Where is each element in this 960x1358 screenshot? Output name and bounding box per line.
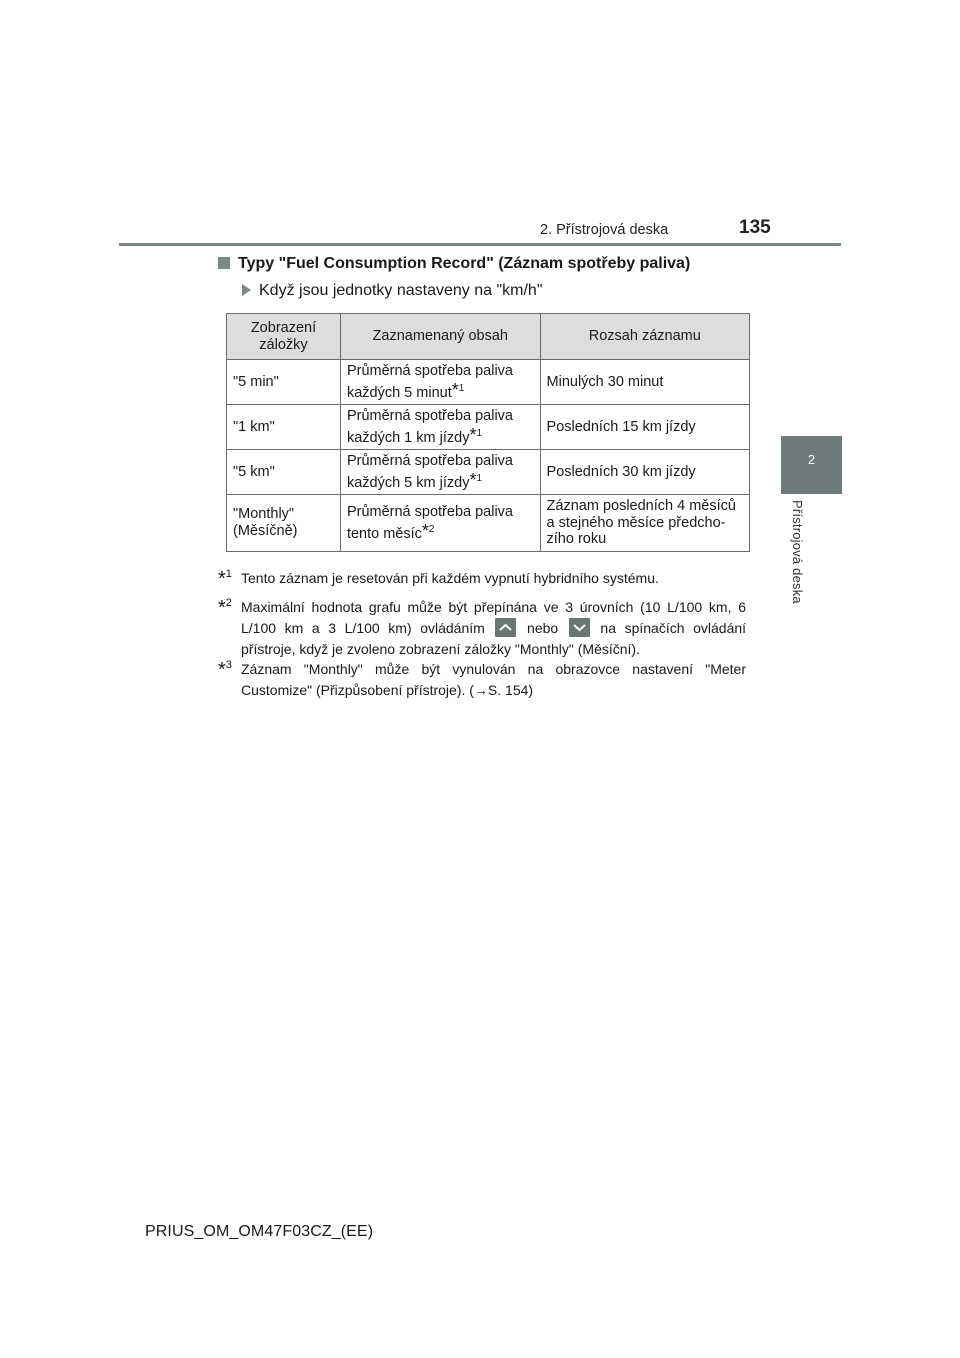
footnote-marker: *$^2$ bbox=[218, 597, 232, 619]
table-cell-tab: "1 km" bbox=[227, 405, 341, 450]
table-cell-tab: "5 km" bbox=[227, 450, 341, 495]
table-row bbox=[227, 495, 750, 552]
section-title-text: Typy "Fuel Consumption Record" (Záznam spotřeby paliva) bbox=[238, 255, 691, 272]
chapter-side-tab bbox=[781, 436, 842, 494]
section-subtitle-text: Když jsou jednotky nastaveny na "km/h" bbox=[259, 282, 543, 299]
table-row bbox=[227, 360, 750, 405]
column-header: Zobrazení záložky bbox=[227, 314, 341, 360]
table-row bbox=[227, 405, 750, 450]
footnote-marker: *$^3$ bbox=[218, 659, 232, 681]
footnote-ref: *1 bbox=[469, 424, 483, 445]
footnote-3 bbox=[218, 659, 746, 701]
page-number: 135 bbox=[739, 217, 771, 238]
table-cell-content: Průměrná spotřeba paliva tento měsíc$^{*2}$ bbox=[340, 495, 540, 552]
square-bullet-icon bbox=[218, 257, 230, 269]
header-chapter-title: 2. Přístrojová deska bbox=[540, 222, 669, 238]
column-header: Zaznamenaný obsah bbox=[340, 314, 540, 360]
fuel-record-table bbox=[226, 313, 750, 552]
table-cell-range: Minulých 30 minut bbox=[540, 360, 749, 405]
footnote-text: Záznam "Monthly" může být vynulován na obrazovce nastavení "Meter Customize" (Přizpůsobení přístroje). (→S. 154) bbox=[241, 661, 746, 698]
footnote-2: *$^2$ Maximální hodnota grafu může být přepínána ve 3 úrovních (10 L/100 km, 6 L/100 km a 3 L/100 km) ovládáním nebo na spínačích ovládání přístroje, když je zvoleno zobrazení záložky "Monthly" (Měsíční). bbox=[218, 597, 746, 660]
chevron-down-icon bbox=[569, 618, 590, 637]
table-cell-range: Posledních 15 km jízdy bbox=[540, 405, 749, 450]
footnote-ref: *1 bbox=[469, 469, 483, 490]
table-header-row bbox=[227, 314, 750, 360]
table-row bbox=[227, 450, 750, 495]
header-divider bbox=[119, 243, 841, 246]
chapter-side-label: Přístrojová deska bbox=[790, 500, 805, 604]
column-header: Rozsah záznamu bbox=[540, 314, 749, 360]
table-cell-tab: "5 min" bbox=[227, 360, 341, 405]
footnote-1 bbox=[218, 568, 746, 589]
section-title bbox=[218, 255, 690, 273]
triangle-bullet-icon bbox=[242, 284, 251, 296]
footnote-marker: *$^1$ bbox=[218, 568, 232, 590]
document-code: PRIUS_OM_OM47F03CZ_(EE) bbox=[145, 1223, 374, 1240]
table-cell-content: Průměrná spotřeba paliva každých 5 minut$^{*1}$ bbox=[340, 360, 540, 405]
footnote-ref: *1 bbox=[451, 379, 465, 400]
footnote-text: Tento záznam je resetován při každém vypnutí hybridního systému. bbox=[241, 570, 659, 586]
section-subtitle bbox=[242, 282, 543, 300]
table-cell-range: Posledních 30 km jízdy bbox=[540, 450, 749, 495]
footnote-ref: *2 bbox=[421, 520, 435, 541]
table-cell-range: Záznam posledních 4 měsíců a stejného měsíce předcho-zího roku bbox=[540, 495, 749, 552]
chevron-up-icon bbox=[495, 618, 516, 637]
table-cell-tab: "Monthly" (Měsíčně) bbox=[227, 495, 341, 552]
chapter-side-tab-number: 2 bbox=[807, 452, 816, 467]
table-cell-content: Průměrná spotřeba paliva každých 5 km jízdy$^{*1}$ bbox=[340, 450, 540, 495]
footnote-text: Maximální hodnota grafu může být přepínána ve 3 úrovních (10 L/100 km, 6 L/100 km a 3 L/100 km) ovládáním bbox=[241, 599, 746, 636]
table-cell-content: Průměrná spotřeba paliva každých 1 km jízdy$^{*1}$ bbox=[340, 405, 540, 450]
